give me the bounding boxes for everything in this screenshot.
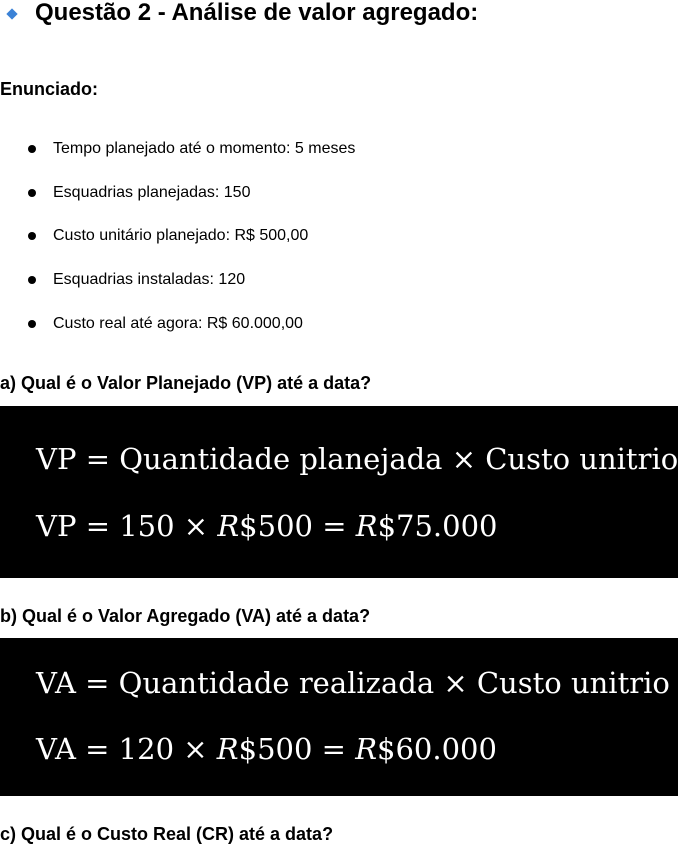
- list-item-text: Esquadrias instaladas: 120: [53, 271, 246, 289]
- list-item: [0, 268, 355, 312]
- unit-price-value: $500: [238, 732, 313, 766]
- times-sign: ×: [183, 732, 208, 766]
- question-b: b) Qual é o Valor Agregado (VA) até a data?: [0, 606, 371, 626]
- formula-lhs: VA: [36, 732, 76, 766]
- formula-line-definition: [36, 666, 670, 700]
- result-value: $75.000: [377, 509, 498, 543]
- given-data-list: [0, 137, 355, 355]
- formula-term: Custo unitrio: [476, 666, 670, 700]
- quantity-value: 120: [118, 732, 175, 766]
- equals-sign: =: [321, 732, 346, 766]
- result-value: $60.000: [377, 732, 497, 766]
- equals-sign: =: [85, 509, 110, 543]
- list-item-text: Esquadrias planejadas: 150: [53, 183, 251, 201]
- formula-block-va: [0, 638, 678, 796]
- currency-symbol: R: [355, 732, 378, 766]
- small-blue-diamond-icon: [6, 8, 17, 19]
- list-item-text: Tempo planejado até o momento: 5 meses: [53, 140, 356, 157]
- currency-symbol: R: [217, 509, 240, 543]
- question-a: a) Qual é o Valor Planejado (VP) até a data?: [0, 373, 372, 393]
- formula-term: Quantidade realizada: [118, 666, 435, 700]
- times-sign: ×: [443, 666, 468, 700]
- times-sign: ×: [183, 509, 209, 543]
- formula-block-vp: [0, 406, 678, 578]
- list-item-text: Custo unitário planejado: R$ 500,00: [53, 227, 309, 245]
- currency-symbol: R: [216, 732, 239, 766]
- section-heading: [8, 0, 478, 26]
- bullet-icon: [28, 276, 36, 284]
- bullet-icon: [28, 189, 36, 197]
- list-item: [0, 181, 355, 225]
- formula-lhs: VA: [36, 666, 76, 700]
- enunciado-label: Enunciado:: [0, 79, 98, 99]
- list-item: [0, 137, 355, 181]
- bullet-icon: [28, 320, 36, 328]
- formula-lhs: VP: [36, 509, 77, 543]
- question-c: c) Qual é o Custo Real (CR) até a data?: [0, 824, 334, 844]
- equals-sign: =: [85, 732, 110, 766]
- bullet-icon: [28, 145, 36, 153]
- equals-sign: =: [85, 442, 110, 476]
- formula-line-calculation: [36, 732, 497, 766]
- list-item-text: Custo real até agora: R$ 60.000,00: [53, 314, 303, 332]
- formula-term: Quantidade planejada: [119, 442, 443, 476]
- formula-line-calculation: [36, 509, 498, 543]
- quantity-value: 150: [119, 509, 175, 543]
- formula-term: Custo unitrio: [485, 442, 678, 476]
- page-title: Questão 2 - Análise de valor agregado:: [35, 0, 479, 26]
- bullet-icon: [28, 232, 36, 240]
- list-item: [0, 224, 355, 268]
- equals-sign: =: [322, 509, 347, 543]
- formula-lhs: VP: [36, 442, 77, 476]
- list-item: [0, 312, 355, 356]
- formula-line-definition: [36, 442, 678, 476]
- unit-price-value: $500: [239, 509, 313, 543]
- times-sign: ×: [451, 442, 476, 476]
- currency-symbol: R: [355, 509, 378, 543]
- equals-sign: =: [85, 666, 110, 700]
